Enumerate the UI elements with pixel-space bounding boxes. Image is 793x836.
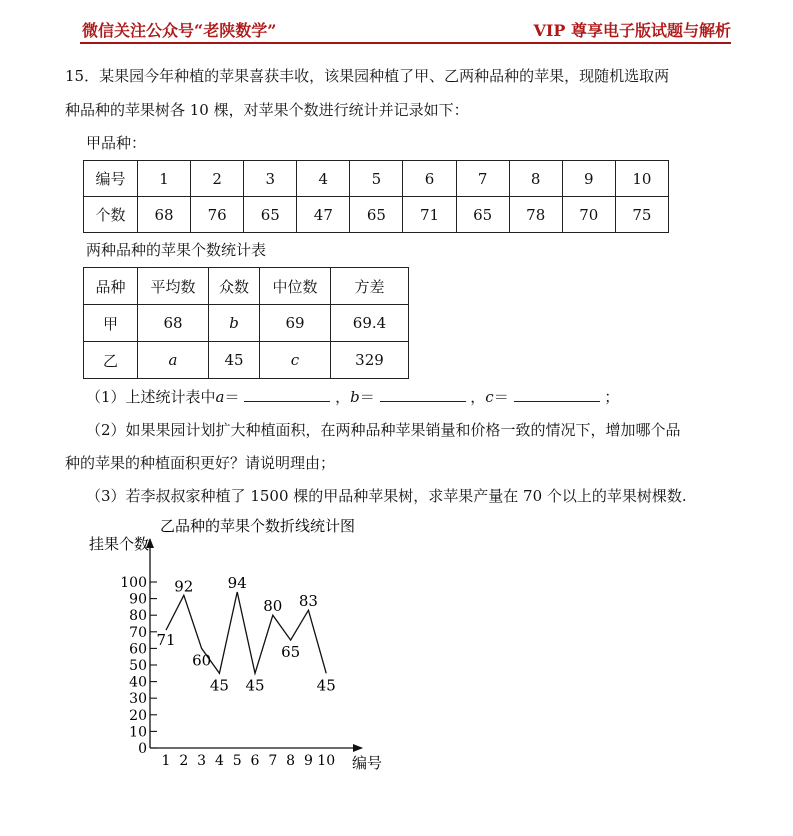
x-tick-label: 9 <box>303 753 313 769</box>
data-label: 45 <box>209 676 229 695</box>
data-label: 45 <box>316 676 336 695</box>
question-line-2: 种品种的苹果树各 10 棵，对苹果个数进行统计并记录如下： <box>65 101 469 119</box>
table-cell: b <box>209 305 260 342</box>
x-tick-label: 10 <box>317 753 336 769</box>
x-tick-label: 1 <box>161 753 171 769</box>
equals-sign: ＝ <box>493 388 509 406</box>
y-tick-label: 0 <box>138 741 147 757</box>
table-cell: 45 <box>209 342 260 379</box>
y-tick-label: 10 <box>129 724 147 741</box>
table-cell-id: 1 <box>138 161 191 197</box>
y-tick-label: 40 <box>129 674 147 691</box>
y-tick-label: 50 <box>129 658 147 674</box>
sub-question-2-line-2: 种的苹果的种植面积更好？请说明理由； <box>65 454 336 472</box>
table-header-cell: 方差 <box>331 268 409 305</box>
table-cell-count: 65 <box>456 197 509 233</box>
table-row-header: 个数 <box>84 197 138 233</box>
data-label: 45 <box>245 676 265 695</box>
table-cell-count: 78 <box>509 197 562 233</box>
x-tick-label: 4 <box>214 753 224 769</box>
sub-question-3: （3）若李叔叔家种植了 1500 棵的甲品种苹果树，求苹果产量在 70 个以上的苹果树棵数. <box>86 487 687 505</box>
table-cell: 68 <box>138 305 209 342</box>
table-cell-count: 75 <box>615 197 668 233</box>
var-a: a <box>215 388 225 406</box>
table-row-header: 编号 <box>84 161 138 197</box>
data-label: 92 <box>174 577 194 596</box>
data-label: 60 <box>192 651 212 670</box>
header-wechat-note: 微信关注公众号“老陕数学” <box>82 21 277 40</box>
y-tick-label: 100 <box>120 575 147 591</box>
chart-title: 乙品种的苹果个数折线统计图 <box>160 517 356 535</box>
y-tick-label: 80 <box>129 608 147 625</box>
table-cell: 69.4 <box>331 305 409 342</box>
x-tick-label: 3 <box>197 753 207 769</box>
x-tick-label: 5 <box>232 753 242 769</box>
table-cell-count: 65 <box>350 197 403 233</box>
x-tick-label: 7 <box>268 753 278 769</box>
table-cell-id: 10 <box>615 161 668 197</box>
separator: ， <box>470 388 486 406</box>
data-label: 83 <box>298 592 318 611</box>
x-tick-label: 6 <box>250 753 260 769</box>
equals-sign: ＝ <box>359 388 375 406</box>
table-cell-count: 71 <box>403 197 456 233</box>
table-header-cell: 众数 <box>209 268 260 305</box>
data-label: 80 <box>263 597 283 616</box>
table-cell-id: 3 <box>244 161 297 197</box>
table-cell-count: 65 <box>244 197 297 233</box>
x-tick-label: 2 <box>179 753 189 769</box>
table-cell: 甲 <box>84 305 138 342</box>
var-c: c <box>485 388 494 406</box>
table-cell: 329 <box>331 342 409 379</box>
table-cell-count: 76 <box>191 197 244 233</box>
table-cell-count: 70 <box>562 197 615 233</box>
table-cell: a <box>138 342 209 379</box>
sub-question-2-line-1: （2）如果果园计划扩大种植面积，在两种品种苹果销量和价格一致的情况下，增加哪个品 <box>86 421 681 439</box>
sub1-end: ； <box>604 388 620 406</box>
table-cell-id: 7 <box>456 161 509 197</box>
table-cell-id: 4 <box>297 161 350 197</box>
y-tick-label: 30 <box>129 691 147 708</box>
table-cell-id: 5 <box>350 161 403 197</box>
table-cell-count: 47 <box>297 197 350 233</box>
table-cell-id: 2 <box>191 161 244 197</box>
table-cell: c <box>260 342 331 379</box>
table-cell: 乙 <box>84 342 138 379</box>
sub1-prefix: （1）上述统计表中 <box>86 388 216 406</box>
y-tick-label: 20 <box>129 707 147 724</box>
table-header-cell: 品种 <box>84 268 138 305</box>
x-tick-label: 8 <box>286 753 296 769</box>
y-axis-label: 挂果个数 <box>89 535 150 553</box>
variety-a-label: 甲品种： <box>86 134 147 152</box>
var-b: b <box>350 388 360 406</box>
table-cell-id: 9 <box>562 161 615 197</box>
table-header-cell: 平均数 <box>138 268 209 305</box>
x-axis-label: 编号 <box>352 754 383 772</box>
data-label: 94 <box>227 573 247 592</box>
data-label: 71 <box>156 631 176 650</box>
table-cell-id: 6 <box>403 161 456 197</box>
table-header-cell: 中位数 <box>260 268 331 305</box>
table-cell-count: 68 <box>138 197 191 233</box>
question-line-1: 15．某果园今年种植的苹果喜获丰收，该果园种植了甲、乙两种品种的苹果，现随机选取两 <box>65 67 670 85</box>
separator: ， <box>335 388 351 406</box>
y-tick-label: 60 <box>129 641 147 658</box>
table-cell-id: 8 <box>509 161 562 197</box>
table-cell: 69 <box>260 305 331 342</box>
equals-sign: ＝ <box>224 388 240 406</box>
data-label: 65 <box>281 643 301 662</box>
stats-table-title: 两种品种的苹果个数统计表 <box>86 241 267 259</box>
y-tick-label: 70 <box>129 624 147 641</box>
header-vip-note: VIP 尊享电子版试题与解析 <box>533 21 731 40</box>
y-tick-label: 90 <box>129 591 147 608</box>
